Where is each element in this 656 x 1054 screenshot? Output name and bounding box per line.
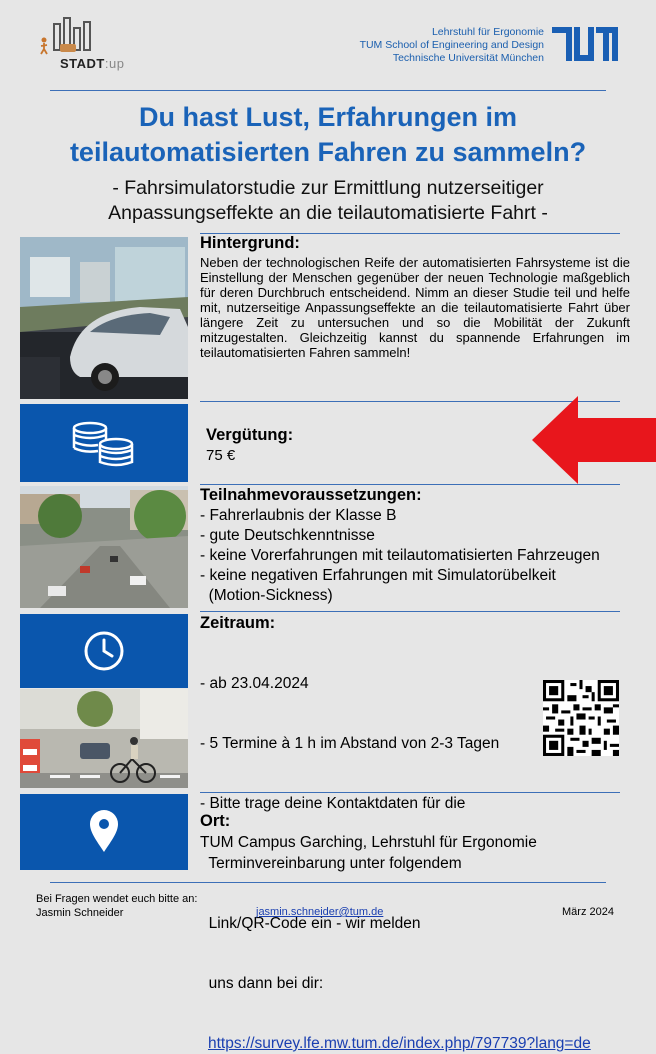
footer-date: März 2024 [562, 906, 614, 918]
stadtup-logo [34, 18, 144, 74]
ort-icon-box [20, 794, 188, 870]
teilnahme-item: - Fahrerlaubnis der Klasse B [200, 507, 397, 524]
location-pin-icon [20, 794, 188, 870]
institution-line-1: Lehrstuhl für Ergonomie [431, 26, 544, 38]
header-divider [50, 90, 606, 91]
hintergrund-heading: Hintergrund: [200, 234, 300, 252]
section-divider [200, 484, 620, 485]
institution-lines [360, 26, 544, 65]
street-photo [20, 486, 188, 608]
logo-text: STADT [60, 56, 105, 71]
section-hintergrund [200, 234, 630, 360]
teilnahme-item: (Motion-Sickness) [200, 587, 333, 604]
footer-divider [50, 882, 606, 883]
tum-logo [552, 27, 618, 61]
section-divider [200, 611, 620, 612]
title-line-2: teilautomatisierten Fahren zu sammeln? [69, 137, 587, 167]
teilnahme-item: - keine Vorerfahrungen mit teilautomatisierten Fahrzeugen [200, 547, 600, 564]
zeitraum-heading: Zeitraum: [200, 614, 276, 632]
institution-line-2: TUM School of Engineering and Design [359, 39, 544, 51]
subtitle-line-2: Anpassungseffekte an die teilautomatisierte Fahrt - [108, 202, 548, 224]
teilnahme-item: - gute Deutschkenntnisse [200, 527, 375, 544]
institution-line-3: Technische Universität München [392, 52, 544, 64]
zeitraum-item: Terminvereinbarung unter folgendem [200, 855, 462, 872]
survey-link[interactable]: https://survey.lfe.mw.tum.de/index.php/797739?lang=de [208, 1035, 591, 1052]
footer-contact [36, 892, 197, 920]
section-teilnahme [200, 486, 650, 606]
zeitraum-icon-box [20, 614, 188, 688]
zeitraum-item: - 5 Termine à 1 h im Abstand von 2-3 Tagen [200, 735, 500, 752]
ort-value: TUM Campus Garching, Lehrstuhl für Ergonomie [200, 834, 537, 851]
clock-icon [20, 614, 188, 688]
verguetung-icon-box [20, 404, 188, 482]
subtitle-line-1: - Fahrsimulatorstudie zur Ermittlung nutzerseitiger [112, 177, 544, 199]
verguetung-value: 75 € [206, 447, 236, 464]
teilnahme-item: - keine negativen Erfahrungen mit Simulatorübelkeit [200, 567, 556, 584]
title-line-1: Du hast Lust, Erfahrungen im [138, 102, 518, 132]
red-arrow-icon [532, 396, 656, 484]
section-divider [200, 792, 620, 793]
logo-text-suffix: :up [104, 56, 125, 71]
section-ort [200, 812, 640, 852]
coins-icon [20, 404, 188, 482]
zeitraum-item: - ab 23.04.2024 [200, 675, 309, 692]
simulator-photo [20, 237, 188, 399]
footer-email-link[interactable]: jasmin.schneider@tum.de [256, 906, 384, 918]
qr-code[interactable] [543, 680, 619, 756]
footer-contact-line: Bei Fragen wendet euch bitte an: [36, 893, 198, 905]
page-subtitle [20, 176, 636, 226]
ort-heading: Ort: [200, 812, 231, 830]
hintergrund-body: Neben der technologischen Reife der automatisierten Fahrsysteme ist die Einstellung der Menschen gegenüber der neuen Technologie maßgeblich für deren Durchbruch entscheidend. Nimm an dieser Studie teil und helfe mit, nutzerseitige Anpassungseffekte an die teilautomatisierte Fahrt über längere Zeit zu untersuchen und so die Mobilität der Zukunft mitzugestalten. Gleichzeitig kannst du spannende Erfahrungen im teilautomatisierten Fahren sammeln! [200, 255, 630, 360]
verguetung-heading: Vergütung: [206, 426, 294, 444]
zeitraum-item: uns dann bei dir: [200, 975, 324, 992]
footer-contact-name: Jasmin Schneider [36, 907, 124, 919]
teilnahme-heading: Teilnahmevoraussetzungen: [200, 486, 422, 504]
zeitraum-item: - Bitte trage deine Kontaktdaten für die [200, 795, 466, 812]
crosswalk-photo [20, 689, 188, 788]
section-verguetung [206, 426, 506, 464]
page-title [20, 100, 636, 170]
zeitraum-item: Link/QR-Code ein - wir melden [200, 915, 421, 932]
